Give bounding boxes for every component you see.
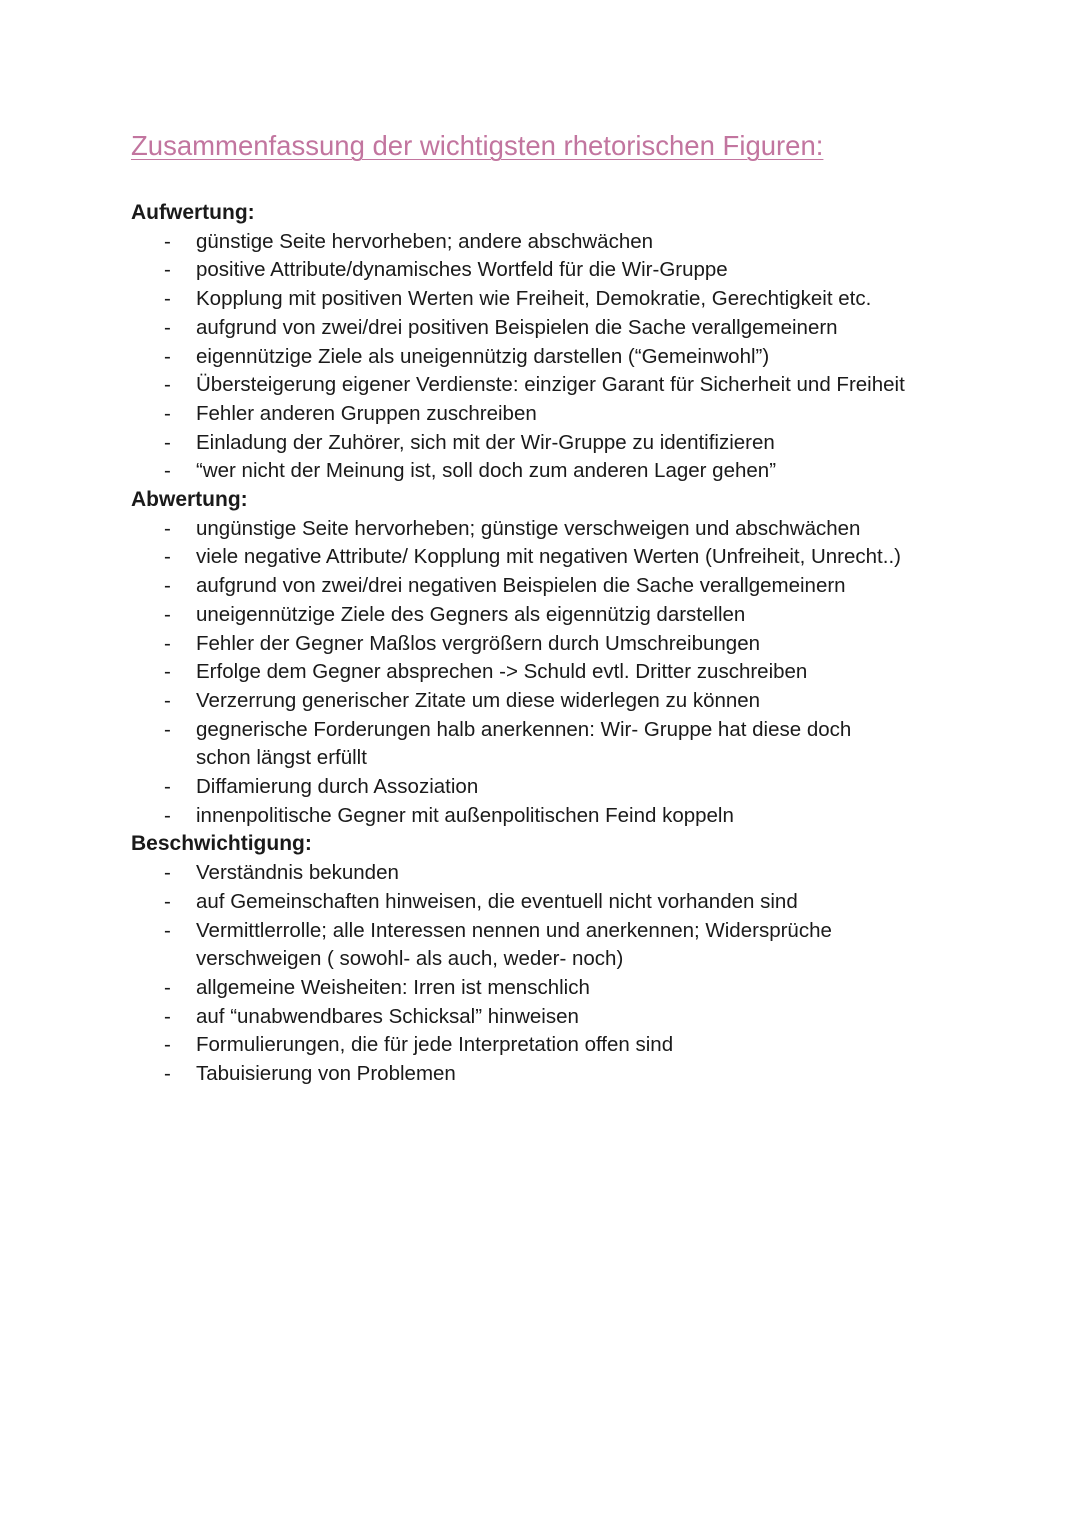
list-item-text: ungünstige Seite hervorheben; günstige verschweigen und abschwächen [196, 516, 861, 540]
list-item-text: allgemeine Weisheiten: Irren ist menschlich [196, 975, 590, 999]
list-item [131, 285, 1031, 314]
list-item-text: auf “unabwendbares Schicksal” hinweisen [196, 1004, 579, 1028]
bullet-dash: - [164, 315, 171, 339]
section-heading: Abwertung: [131, 488, 248, 512]
bullet-dash: - [164, 373, 171, 397]
page-title: Zusammenfassung der wichtigsten rhetorischen Figuren: [131, 130, 824, 161]
list-item [131, 716, 1031, 773]
list-item-text: Vermittlerrolle; alle Interessen nennen und anerkennen; Widersprüche [196, 918, 832, 942]
list-item-text: innenpolitische Gegner mit außenpolitischen Feind koppeln [196, 803, 734, 827]
list-item [131, 371, 1031, 400]
list-item [131, 802, 1031, 831]
list-item [131, 429, 1031, 458]
list-item [131, 1003, 1031, 1032]
bullet-dash: - [164, 459, 171, 483]
list-item-text: aufgrund von zwei/drei positiven Beispielen die Sache verallgemeinern [196, 315, 838, 339]
list-item [131, 687, 1031, 716]
document-content [131, 199, 1031, 1089]
list-item-text: Erfolge dem Gegner absprechen -> Schuld evtl. Dritter zuschreiben [196, 660, 808, 684]
bullet-list [131, 515, 1031, 831]
bullet-dash: - [164, 660, 171, 684]
bullet-list [131, 228, 1031, 486]
bullet-list [131, 859, 1031, 1089]
list-item [131, 515, 1031, 544]
list-item-text: Diffamierung durch Assoziation [196, 775, 479, 799]
bullet-dash: - [164, 1004, 171, 1028]
bullet-dash: - [164, 430, 171, 454]
bullet-dash: - [164, 574, 171, 598]
list-item-text: Übersteigerung eigener Verdienste: einziger Garant für Sicherheit und Freiheit [196, 373, 905, 397]
list-item-text: uneigennützige Ziele des Gegners als eigennützig darstellen [196, 602, 746, 626]
bullet-dash: - [164, 803, 171, 827]
list-item-text: “wer nicht der Meinung ist, soll doch zum anderen Lager gehen” [196, 459, 777, 483]
bullet-dash: - [164, 516, 171, 540]
bullet-dash: - [164, 287, 171, 311]
list-item-text: aufgrund von zwei/drei negativen Beispielen die Sache verallgemeinern [196, 574, 846, 598]
list-item-text: Tabuisierung von Problemen [196, 1062, 456, 1086]
bullet-dash: - [164, 975, 171, 999]
list-item-text: schon längst erfüllt [196, 746, 367, 770]
section-aufwertung [131, 199, 1031, 486]
list-item [131, 773, 1031, 802]
list-item [131, 1060, 1031, 1089]
list-item-text: Kopplung mit positiven Werten wie Freiheit, Demokratie, Gerechtigkeit etc. [196, 287, 872, 311]
list-item [131, 314, 1031, 343]
bullet-dash: - [164, 602, 171, 626]
bullet-dash: - [164, 344, 171, 368]
bullet-dash: - [164, 229, 171, 253]
list-item [131, 457, 1031, 486]
bullet-dash: - [164, 401, 171, 425]
list-item-text: Fehler der Gegner Maßlos vergrößern durch Umschreibungen [196, 631, 761, 655]
bullet-dash: - [164, 861, 171, 885]
list-item [131, 601, 1031, 630]
list-item-text: verschweigen ( sowohl- als auch, weder- noch) [196, 947, 624, 971]
list-item-text: auf Gemeinschaften hinweisen, die eventuell nicht vorhanden sind [196, 889, 798, 913]
bullet-dash: - [164, 688, 171, 712]
list-item [131, 572, 1031, 601]
list-item [131, 859, 1031, 888]
bullet-dash: - [164, 545, 171, 569]
list-item-text: viele negative Attribute/ Kopplung mit negativen Werten (Unfreiheit, Unrecht..) [196, 545, 901, 569]
list-item-text: gegnerische Forderungen halb anerkennen: Wir- Gruppe hat diese doch [196, 717, 852, 741]
bullet-dash: - [164, 258, 171, 282]
list-item-text: Formulierungen, die für jede Interpretation offen sind [196, 1033, 674, 1057]
bullet-dash: - [164, 889, 171, 913]
bullet-dash: - [164, 1062, 171, 1086]
list-item [131, 543, 1031, 572]
bullet-dash: - [164, 775, 171, 799]
list-item-text: positive Attribute/dynamisches Wortfeld für die Wir-Gruppe [196, 258, 728, 282]
list-item-text: eigennützige Ziele als uneigennützig darstellen (“Gemeinwohl”) [196, 344, 770, 368]
list-item [131, 974, 1031, 1003]
list-item-text: günstige Seite hervorheben; andere abschwächen [196, 229, 654, 253]
list-item [131, 888, 1031, 917]
list-item [131, 400, 1031, 429]
list-item [131, 658, 1031, 687]
section-beschwichtigung [131, 830, 1031, 1088]
list-item [131, 343, 1031, 372]
list-item [131, 1031, 1031, 1060]
list-item [131, 228, 1031, 257]
list-item-text: Verständnis bekunden [196, 861, 399, 885]
section-abwertung [131, 486, 1031, 830]
list-item-text: Verzerrung generischer Zitate um diese widerlegen zu können [196, 688, 761, 712]
list-item-text: Einladung der Zuhörer, sich mit der Wir-Gruppe zu identifizieren [196, 430, 775, 454]
list-item-text: Fehler anderen Gruppen zuschreiben [196, 401, 537, 425]
list-item [131, 630, 1031, 659]
bullet-dash: - [164, 1033, 171, 1057]
bullet-dash: - [164, 631, 171, 655]
bullet-dash: - [164, 717, 171, 741]
section-heading: Aufwertung: [131, 201, 255, 224]
list-item [131, 256, 1031, 285]
section-heading: Beschwichtigung: [131, 832, 312, 856]
bullet-dash: - [164, 918, 171, 942]
list-item [131, 917, 1031, 974]
